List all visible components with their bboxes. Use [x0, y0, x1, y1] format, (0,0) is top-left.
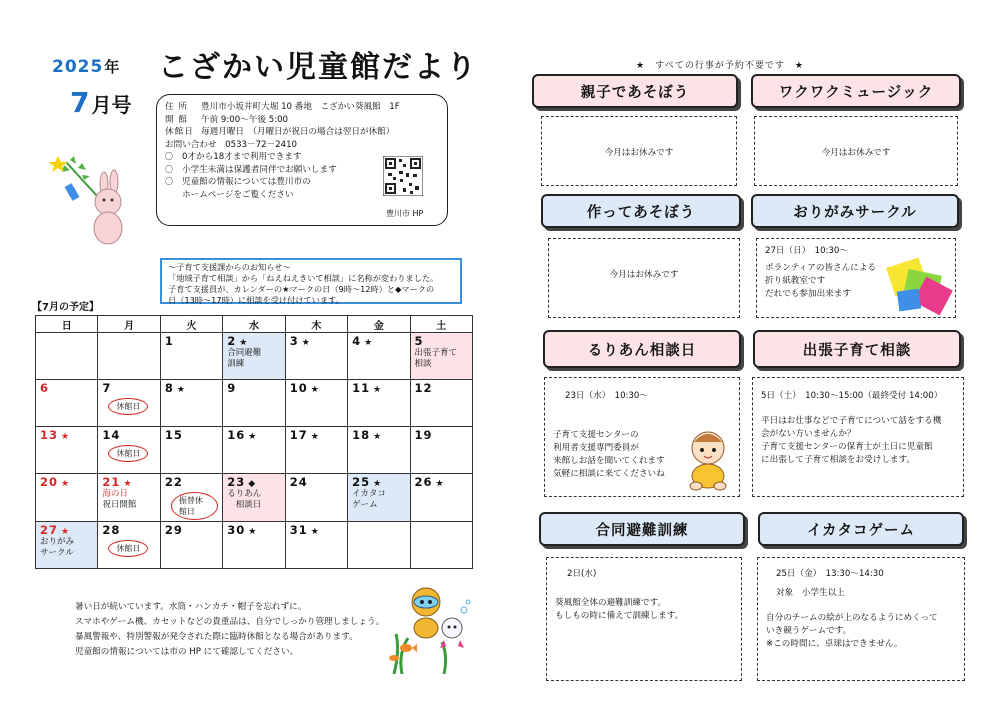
weekday-header: 土: [410, 316, 472, 333]
star-mark: ★: [373, 432, 383, 442]
closed-day-badge: 振替休館日: [171, 492, 218, 520]
star-mark: ★: [310, 385, 320, 395]
event-text: 子育て支援センターの: [553, 430, 639, 440]
day-note: 相談: [414, 359, 432, 369]
event-box-wakuwaku: [754, 116, 958, 186]
day-note: ゲーム: [352, 500, 378, 510]
day-number: [165, 381, 218, 395]
footer-notes: [75, 600, 384, 660]
day-note: 海の日: [102, 489, 128, 499]
day-number-text: 27: [40, 523, 59, 537]
issue-year: 2025年: [52, 57, 121, 77]
calendar-day: [160, 380, 222, 427]
footer-line: 児童館の情報については市の HP にて確認してください。: [75, 647, 299, 657]
tanabata-bunny-illustration: [48, 150, 138, 250]
weekday-header: 日: [36, 316, 98, 333]
closed-day-badge: 休館日: [108, 540, 148, 557]
day-number-text: 18: [352, 428, 371, 442]
star-mark: ★: [61, 527, 71, 537]
day-number-text: 17: [289, 428, 308, 442]
star-mark: ★: [310, 527, 320, 537]
day-number: [415, 381, 468, 395]
star-mark: ★: [435, 479, 445, 489]
event-header-origami: おりがみサークル: [751, 194, 959, 228]
calendar-day: [285, 427, 347, 474]
event-text: 25日（金） 13:30～14:30: [776, 569, 884, 579]
calendar-day: [36, 522, 98, 569]
diamond-mark: ◆: [248, 479, 257, 489]
day-number: [102, 475, 155, 489]
event-text: 5日（土） 10:30～15:00（最終受付 14:00）: [761, 391, 943, 401]
calendar-day: [36, 427, 98, 474]
notice-line: 「地域子育て相談」から「ねえねえきいて相談」に名称が変わりました。: [168, 273, 439, 283]
notice-line: 子育て支援員が、カレンダーの★マークの日（9時～12時）と◆マークの: [168, 284, 435, 294]
star-mark: ★: [373, 385, 383, 395]
day-number: [102, 428, 155, 442]
day-number-text: 11: [352, 381, 371, 395]
day-number-text: 29: [164, 523, 183, 537]
star-mark: ★: [248, 527, 258, 537]
event-text: 平日はお仕事などで子育てについて話をする機: [761, 416, 942, 426]
event-text: いき競うゲームです。: [766, 626, 852, 636]
day-number-text: 16: [227, 428, 246, 442]
calendar-day: [160, 522, 222, 569]
event-text: に出張して子育て相談をお受けします。: [761, 455, 916, 465]
schedule-label: 【7月の予定】: [32, 302, 99, 313]
event-header-rurian: るりあん相談日: [543, 330, 741, 368]
weekday-header: 火: [160, 316, 222, 333]
day-number-text: 19: [414, 428, 433, 442]
day-note: サークル: [40, 548, 74, 558]
day-number-text: 2: [227, 334, 237, 348]
star-mark: ★: [176, 385, 186, 395]
footer-line: スマホやゲーム機、カセットなどの貴重品は、自分でしっかり管理しましょう。: [75, 617, 385, 627]
calendar-day: [285, 380, 347, 427]
event-text: 今月はお休みです: [609, 270, 679, 280]
day-number: [352, 334, 405, 348]
star-mark: ★: [61, 479, 71, 489]
day-note: 合同避難: [227, 348, 262, 358]
calendar-day: [98, 380, 160, 427]
event-header-shutcho: 出張子育て相談: [753, 330, 961, 368]
calendar-day: [348, 522, 410, 569]
weekday-header: 月: [98, 316, 160, 333]
weekday-header: 水: [223, 316, 285, 333]
day-number-text: 23: [227, 475, 246, 489]
day-number: [227, 523, 280, 537]
closed-day-badge: 休館日: [108, 445, 148, 462]
calendar-week-row: [36, 380, 473, 427]
day-number-text: 25: [352, 475, 371, 489]
star-mark: ★: [310, 432, 320, 442]
event-text: 2日(水): [567, 569, 597, 579]
day-number: [290, 334, 343, 348]
day-number: [415, 475, 468, 489]
event-text: ※この時間に、卓球はできません。: [766, 639, 903, 649]
calendar-day: [410, 522, 472, 569]
day-number: [165, 334, 218, 348]
notice-line: ～子育て支援課からのお知らせ～: [168, 262, 291, 272]
star-mark: ★: [239, 338, 249, 348]
day-note: 祝日開館: [102, 500, 137, 510]
day-number: [352, 475, 405, 489]
day-number-text: 9: [227, 381, 237, 395]
day-number-text: 1: [164, 334, 174, 348]
day-number: [102, 381, 155, 395]
day-note: 相談日: [227, 500, 262, 510]
day-number-text: 21: [102, 475, 121, 489]
day-number-text: 30: [227, 523, 246, 537]
event-text: 自分のチームの絵が上のなるようにめくって: [766, 613, 938, 623]
info-bullet: 〇 児童館の情報については豊川市の: [165, 176, 439, 189]
day-number: [227, 475, 280, 489]
day-number: [352, 381, 405, 395]
event-box-hinan: [546, 557, 742, 681]
day-number-text: 3: [289, 334, 299, 348]
day-number-text: 20: [40, 475, 59, 489]
day-number-text: 7: [102, 381, 112, 395]
calendar-day: [223, 333, 285, 380]
day-number: [165, 523, 218, 537]
event-text: もしもの時に備えて訓練します。: [555, 611, 684, 621]
day-number: [415, 428, 468, 442]
event-text: 気軽に相談に来てくださいね: [553, 469, 665, 479]
day-number: [165, 475, 218, 489]
day-number: [290, 523, 343, 537]
closed-day-badge: 休館日: [108, 398, 148, 415]
day-number: [40, 523, 93, 537]
diving-characters-illustration: [384, 582, 476, 674]
calendar-day: [160, 474, 222, 522]
calendar-day: [348, 333, 410, 380]
info-bullet: 〇 0才から18才まで利用できます: [165, 151, 439, 164]
calendar-day: [36, 333, 98, 380]
event-text: 27日（日） 10:30～: [765, 246, 848, 256]
day-number-text: 14: [102, 428, 121, 442]
qr-caption: 豊川市 HP: [386, 209, 424, 218]
qr-code[interactable]: [383, 156, 423, 196]
calendar-day: [223, 522, 285, 569]
calendar-day: [98, 522, 160, 569]
calendar-day: [410, 333, 472, 380]
day-number: [352, 428, 405, 442]
star-mark: ★: [373, 479, 383, 489]
issue-month: 7 月号: [70, 86, 132, 119]
calendar-day: [410, 427, 472, 474]
calendar-day: [36, 474, 98, 522]
event-text: 会がない方いませんか？: [761, 429, 856, 439]
event-header-wakuwaku: ワクワクミュージック: [751, 74, 961, 108]
event-header-oyako: 親子であそぼう: [532, 74, 738, 108]
day-number-text: 22: [164, 475, 183, 489]
day-number-text: 24: [289, 475, 308, 489]
day-number-text: 26: [414, 475, 433, 489]
day-number-text: 15: [164, 428, 183, 442]
calendar-day: [36, 380, 98, 427]
day-note: 訓練: [227, 359, 245, 369]
day-number: [290, 475, 343, 489]
footer-line: 暑い日が続いています。水筒・ハンカチ・帽子を忘れずに。: [75, 602, 307, 612]
event-box-oyako: [541, 116, 737, 186]
day-number: [290, 381, 343, 395]
star-mark: ★: [248, 432, 258, 442]
calendar-day: [410, 474, 472, 522]
calendar-weekday-row: [36, 316, 473, 333]
event-text: 対象 小学生以上: [776, 588, 845, 598]
event-text: 来館しお話を聞いてくれます: [553, 456, 665, 466]
calendar-day: [285, 333, 347, 380]
day-number: [40, 428, 93, 442]
day-number: [165, 428, 218, 442]
calendar-day: [285, 474, 347, 522]
calendar-day: [160, 333, 222, 380]
event-box-ikatako: [757, 557, 965, 681]
reservation-note: ★ すべての行事が予約不要です ★: [636, 61, 804, 71]
event-text: だれでも参加出来ます: [765, 289, 851, 299]
day-number: [227, 334, 280, 348]
hours-row: 開 館 午前 9:00～午後 5:00: [165, 114, 289, 125]
calendar-day: [98, 427, 160, 474]
day-number-text: 31: [289, 523, 308, 537]
calendar-day: [285, 522, 347, 569]
day-number-text: 6: [40, 381, 50, 395]
calendar-day: [160, 427, 222, 474]
info-bullet: 〇 小学生未満は保護者同伴でお願いします: [165, 164, 439, 177]
event-text: 今月はお休みです: [604, 148, 674, 158]
day-number-text: 13: [40, 428, 59, 442]
day-number: [40, 475, 93, 489]
day-number-text: 4: [352, 334, 362, 348]
baby-illustration: [684, 428, 732, 492]
star-mark: ★: [301, 338, 311, 348]
event-text: 子育て支援センターの保育士が土日に児童館: [761, 442, 933, 452]
event-header-ikatako: イカタコゲーム: [758, 512, 964, 546]
event-box-tsukutte: [548, 238, 740, 318]
calendar-week-row: [36, 333, 473, 380]
star-mark: ★: [123, 479, 133, 489]
address-row: 住 所 豊川市小坂井町大堀 10 番地 こざかい葵風館 1F: [165, 102, 400, 112]
calendar-day: [348, 380, 410, 427]
day-number: [40, 381, 93, 395]
day-note: おりがみ: [40, 537, 75, 547]
day-number: [227, 428, 280, 442]
notice-line: 日（13時～17時）に相談を受け付けています。: [168, 295, 344, 305]
weekday-header: 金: [348, 316, 410, 333]
day-number: [415, 334, 468, 348]
event-box-shutcho: [752, 377, 964, 497]
calendar-day: [98, 333, 160, 380]
day-note: イカタコ: [352, 489, 386, 499]
day-number: [290, 428, 343, 442]
calendar-day: [223, 474, 285, 522]
calendar-day: [223, 427, 285, 474]
star-mark: ★: [364, 338, 374, 348]
day-number-text: 28: [102, 523, 121, 537]
event-header-hinan: 合同避難訓練: [539, 512, 745, 546]
day-number: [227, 381, 280, 395]
calendar-week-row: [36, 427, 473, 474]
info-bullet-continuation: ホームページをご覧ください: [182, 189, 294, 200]
day-number: [102, 523, 155, 537]
notice-box: [160, 258, 462, 304]
calendar-week-row: [36, 522, 473, 569]
page-title: こざかい児童館だより: [158, 50, 478, 85]
event-text: ボランティアの皆さんによる: [765, 263, 877, 273]
event-text: 23日（水） 10:30～: [565, 391, 648, 401]
calendar-week-row: [36, 474, 473, 522]
calendar-body: [36, 333, 473, 569]
calendar-day: [410, 380, 472, 427]
origami-paper-illustration: [897, 289, 922, 312]
event-text: 葵風館全体の避難訓練です。: [555, 598, 667, 608]
weekday-header: 木: [285, 316, 347, 333]
calendar: [35, 315, 473, 569]
calendar-day: [348, 427, 410, 474]
day-number-text: 10: [289, 381, 308, 395]
footer-line: 暴風警報や、特別警報が発令された際に臨時休館となる場合があります。: [75, 632, 358, 642]
closed-row: 休館日 毎週月曜日 （月曜日が祝日の場合は翌日が休館）: [165, 127, 395, 137]
day-note: るりあん: [227, 489, 262, 499]
event-text: 折り紙教室です: [765, 276, 826, 286]
day-number-text: 5: [414, 334, 424, 348]
star-mark: ★: [61, 432, 71, 442]
day-number-text: 8: [164, 381, 174, 395]
day-number-text: 12: [414, 381, 433, 395]
event-header-tsukutte: 作ってあそぼう: [541, 194, 741, 228]
calendar-day: [223, 380, 285, 427]
event-text: 利用者支援専門委員が: [553, 443, 639, 453]
day-note: 出張子育て: [414, 348, 458, 358]
event-text: 今月はお休みです: [821, 148, 891, 158]
contact-row: お問い合わせ 0533－72－2410: [165, 139, 298, 150]
calendar-day: [348, 474, 410, 522]
calendar-day: [98, 474, 160, 522]
